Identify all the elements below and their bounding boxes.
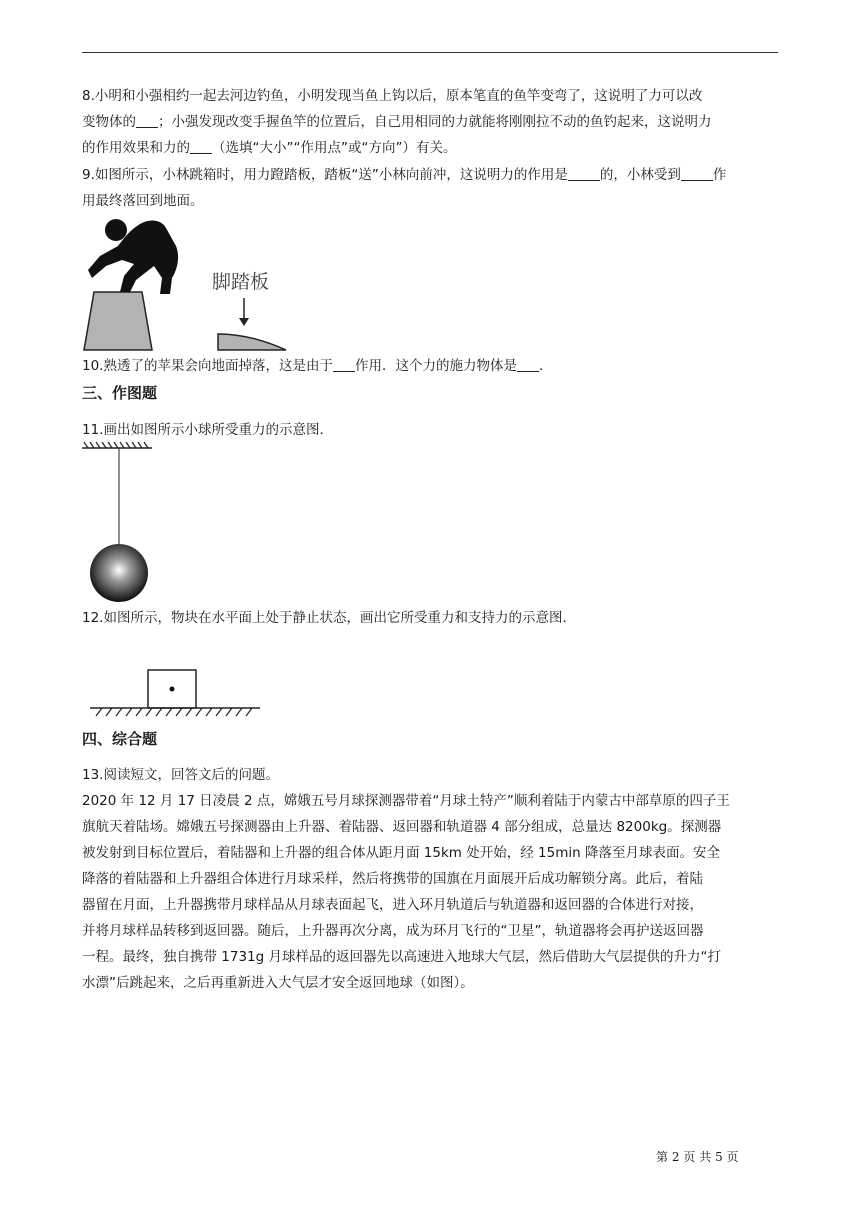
q8-line3-b: （选填“大小”“作用点”或“方向”）有关。 [212, 140, 457, 156]
q8-line2-a: 变物体的 [82, 114, 136, 130]
hanging-ball-figure [82, 440, 156, 606]
header-rule [82, 52, 778, 53]
block-on-surface-figure [90, 666, 262, 718]
page-footer [656, 1148, 739, 1165]
answer-blank[interactable] [517, 357, 539, 372]
q9-line1-b: 的，小林受到 [599, 167, 681, 183]
q13-intro: 13.阅读短文，回答文后的问题。 [82, 767, 279, 783]
q9-line1-a: 9.如图所示，小林跳箱时，用力蹬踏板，踏板“送”小林向前冲，这说明力的作用是 [82, 167, 568, 183]
q13-paragraph-line: 水漂”后跳起来，之后再重新进入大气层才安全返回地球（如图）。 [82, 975, 474, 991]
q13-paragraph-line: 一程。最终，独自携带 1731g 月球样品的返回器先以高速进入地球大气层，然后借助大气层提供的升力“打 [82, 949, 722, 965]
answer-blank[interactable] [136, 113, 158, 128]
q9-line1-c: 作 [712, 167, 727, 183]
section-heading-drawing: 三、作图题 [82, 384, 158, 402]
q12-text: 12.如图所示，物块在水平面上处于静止状态，画出它所受重力和支持力的示意图． [82, 610, 576, 626]
q13-paragraph-line: 降落的着陆器和上升器组合体进行月球采样，然后将携带的国旗在月面展开后成功解锁分离。此后，着陆 [82, 871, 703, 887]
q13-paragraph-line: 2020 年 12 月 17 日凌晨 2 点，嫦娥五号月球探测器带着“月球土特产”顺利着陆于内蒙古中部草原的四子王 [82, 793, 730, 809]
q9-line1 [82, 163, 782, 188]
answer-blank[interactable] [568, 166, 600, 181]
springboard-label: 脚踏板 [212, 271, 270, 293]
q8-line2 [82, 110, 782, 135]
q8-line2-b: ；小强发现改变手握鱼竿的位置后，自己用相同的力就能将刚刚拉不动的鱼钓起来，这说明力 [158, 114, 712, 130]
q10-line [82, 354, 782, 379]
q11-text: 11.画出如图所示小球所受重力的示意图． [82, 422, 333, 438]
q8-line3 [82, 136, 782, 161]
q13-paragraph-line: 并将月球样品转移到返回器。随后，上升器再次分离，成为环月飞行的“卫星”，轨道器将会再护送返回器 [82, 923, 704, 939]
q8-line3-a: 的作用效果和力的 [82, 140, 190, 156]
q13-paragraph-line: 被发射到目标位置后，着陆器和上升器的组合体从距月面 15km 处开始，经 15min 降落至月球表面。安全 [82, 845, 720, 861]
answer-blank[interactable] [190, 139, 212, 154]
q13-paragraph-line: 器留在月面，上升器携带月球样品从月球表面起飞，进入环月轨道后与轨道器和返回器的合体进行对接， [82, 897, 703, 913]
q10-c: ． [538, 358, 553, 374]
answer-blank[interactable] [333, 357, 355, 372]
section-heading-comprehensive: 四、综合题 [82, 730, 158, 748]
q8-line1: 8.小明和小强相约一起去河边钓鱼，小明发现当鱼上钩以后，原本笔直的鱼竿变弯了，这说明了力可以改 [82, 88, 703, 104]
answer-blank[interactable] [681, 166, 713, 181]
vaulting-box-figure [80, 216, 290, 352]
page-total: 共 5 页 [699, 1150, 739, 1164]
page-number: 第 2 页 [656, 1150, 696, 1164]
q10-a: 10.熟透了的苹果会向地面掉落，这是由于 [82, 358, 333, 374]
q10-b: 作用．这个力的施力物体是 [354, 358, 517, 374]
q9-line2: 用最终落回到地面。 [82, 193, 204, 209]
q13-paragraph-line: 旗航天着陆场。嫦娥五号探测器由上升器、着陆器、返回器和轨道器 4 部分组成，总量达 8200kg。探测器 [82, 819, 722, 835]
